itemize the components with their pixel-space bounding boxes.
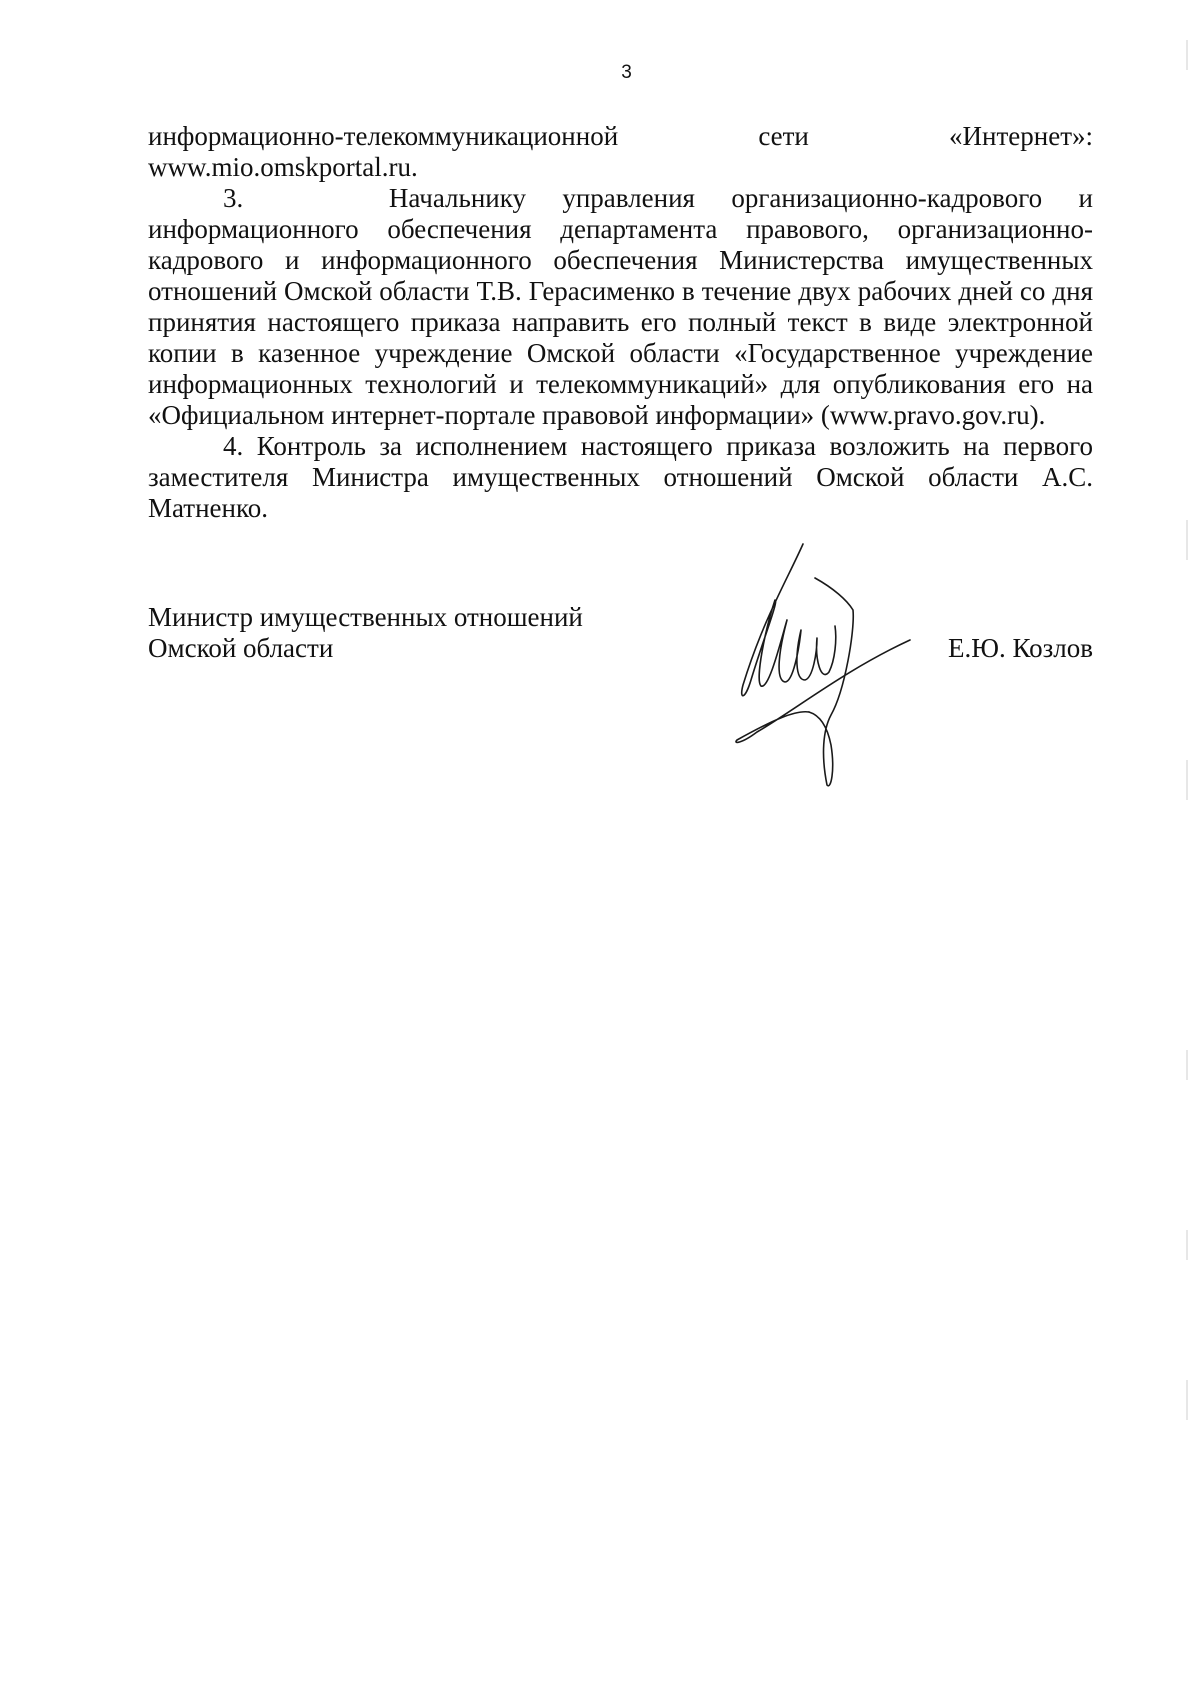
paragraph-continuation-line-1: [148, 121, 1093, 152]
text-fragment: «Интернет»:: [949, 121, 1093, 151]
scan-edge-marks: [1184, 0, 1190, 1686]
signer-title-line-1: Министр имущественных отношений: [148, 602, 583, 632]
handwritten-signature: [735, 540, 925, 790]
paragraph-3: 3. Начальнику управления организационно-кадрового и информационного обеспечения департамента правового, организационно-кадрового и информационного обеспечения Министерства имущественных отношений Омской области Т.В. Герасименко в течение двух рабочих дней со дня принятия настоящего приказа направить его полный текст в виде электронной копии в казенное учреждение Омской области «Государственное учреждение информационных технологий и телекоммуникаций» для опубликования его на «Официальном интернет-портале правовой информации» (www.pravo.gov.ru).: [148, 183, 1093, 430]
document-body: [148, 121, 1093, 524]
signer-title-line-2: Омской области: [148, 633, 334, 663]
page-number: 3: [621, 62, 632, 83]
text-fragment: сети: [758, 121, 809, 151]
website-url: www.mio.omskportal.ru.: [148, 152, 418, 182]
paragraph-continuation: [148, 121, 1093, 183]
signature-block: [148, 602, 1093, 664]
paragraph-4: 4. Контроль за исполнением настоящего приказа возложить на первого заместителя Министра имущественных отношений Омской области А.С. Матненко.: [148, 431, 1093, 523]
text-fragment: информационно-телекоммуникационной: [148, 121, 619, 151]
signer-name: Е.Ю. Козлов: [947, 633, 1093, 663]
